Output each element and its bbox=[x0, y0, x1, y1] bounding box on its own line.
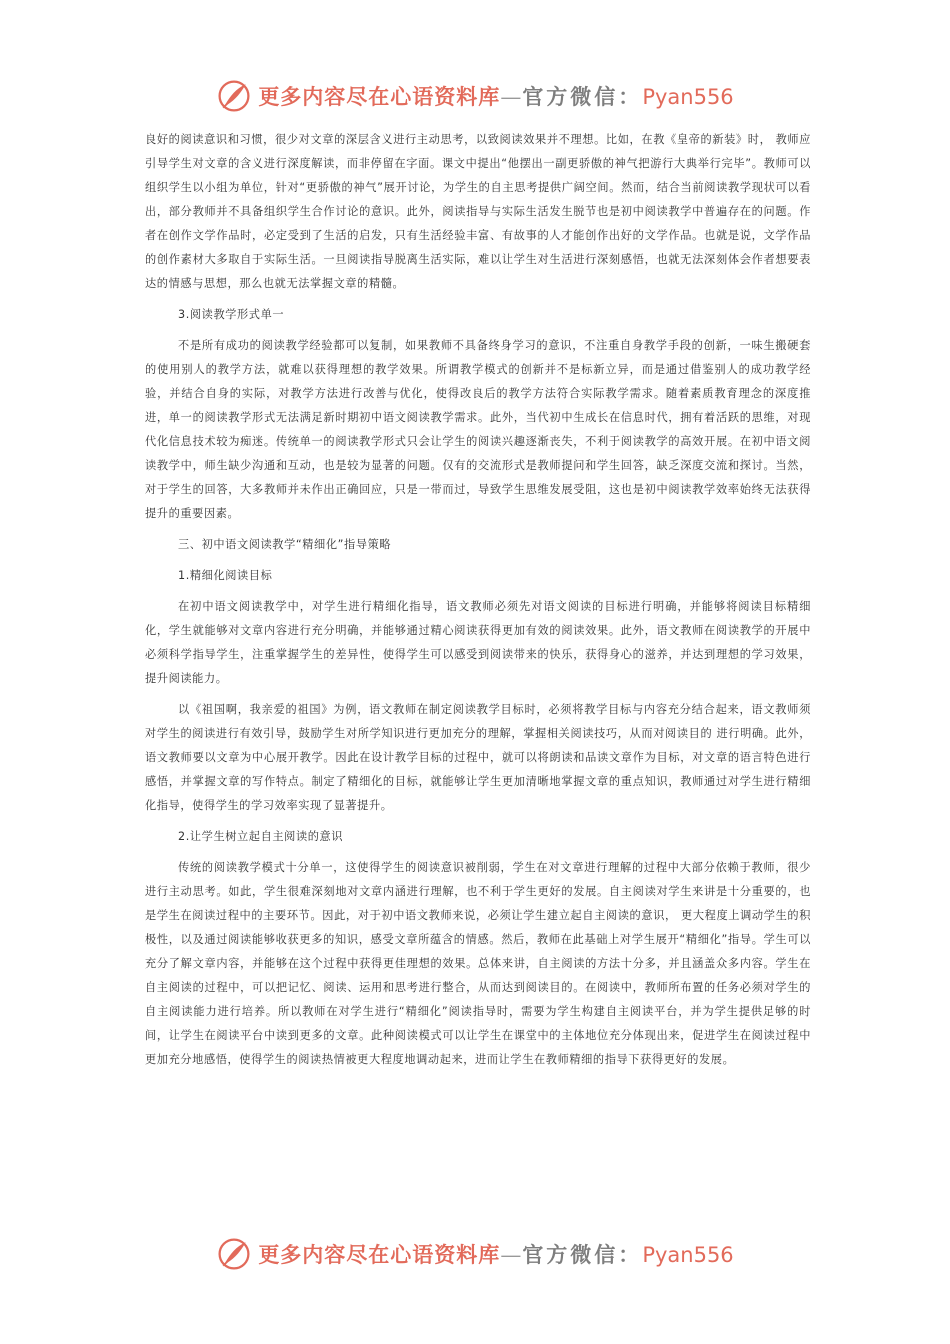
section-heading-3: 三、初中语文阅读教学“精细化”指导策略 bbox=[178, 538, 392, 551]
header-banner bbox=[0, 74, 950, 118]
subheading-2: 2.让学生树立起自主阅读的意识 bbox=[178, 830, 344, 843]
footer-banner bbox=[0, 1232, 950, 1276]
banner-dash: — bbox=[500, 85, 523, 109]
subheading-3: 3.阅读教学形式单一 bbox=[178, 308, 285, 321]
paragraph-1b: 以《祖国啊，我亲爱的祖国》为例，语文教师在制定阅读教学目标时，必须将教学目标与内容充分结合起来，语文教师须对学生的阅读进行有效引导，鼓励学生对所学知识进行更加充分的理解，掌握相关阅读技巧，从而对阅读目的 进行明确。此外，语文教师要以文章为中心展开教学。因此在设计教学目标的过程中，就可以将朗读和品读文章作为目标，对文章的语言特色进行感悟，并掌握文章的写作特点。制定了精细化的目标，就能够让学生更加清晰地掌握文章的重点知识，教师通过对学生进行精细化指导，使得学生的学习效率实现了显著提升。 bbox=[145, 703, 811, 812]
paragraph-2: 传统的阅读教学模式十分单一，这使得学生的阅读意识被削弱，学生在对文章进行理解的过程中大部分依赖于教师，很少进行主动思考。如此，学生很难深刻地对文章内涵进行理解，也不利于学生更好的发展。自主阅读对学生来讲是十分重要的，也是学生在阅读过程中的主要环节。因此，对于初中语文教师来说，必须让学生建立起自主阅读的意识， 更大程度上调动学生的积极性，以及通过阅读能够收获更多的知识，感受文章所蕴含的情感。然后，教师在此基础上对学生展开“精细化”指导。学生可以充分了解文章内容，并能够在这个过程中获得更佳理想的效果。总体来讲，自主阅读的方法十分多，并且涵盖众多内容。学生在自主阅读的过程中，可以把记忆、阅读、运用和思考进行整合，从而达到阅读目的。在阅读中，教师所布置的任务必须对学生的自主阅读能力进行培养。所以教师在对学生进行“精细化”阅读指导时，需要为学生构建自主阅读平台，并为学生提供足够的时间，让学生在阅读平台中读到更多的文章。此种阅读模式可以让学生在课堂中的主体地位充分体现出来，促进学生在阅读过程中更加充分地感悟，使得学生的阅读热情被更大程度地调动起来，进而让学生在教师精细的指导下获得更好的发展。 bbox=[145, 861, 811, 1066]
banner-wechat-label: 官方微信： bbox=[522, 84, 643, 109]
feather-pen-logo-icon bbox=[216, 78, 252, 114]
banner-text bbox=[258, 1239, 733, 1269]
article-body bbox=[145, 128, 811, 1072]
subheading-1: 1.精细化阅读目标 bbox=[178, 569, 273, 582]
banner-text bbox=[258, 81, 733, 111]
banner-main-text: 更多内容尽在心语资料库 bbox=[258, 84, 501, 109]
paragraph-1a: 在初中语文阅读教学中，对学生进行精细化指导，语文教师必须先对语文阅读的目标进行明确，并能够将阅读目标精细化，学生就能够对文章内容进行充分明确，并能够通过精心阅读获得更加有效的阅读效果。此外，语文教师在阅读教学的开展中必须科学指导学生，注重掌握学生的差异性，使得学生可以感受到阅读带来的快乐，获得身心的滋养，并达到理想的学习效果，提升阅读能力。 bbox=[145, 600, 811, 685]
banner-dash: — bbox=[500, 1243, 523, 1267]
feather-pen-logo-icon bbox=[216, 1236, 252, 1272]
paragraph-continued: 良好的阅读意识和习惯，很少对文章的深层含义进行主动思考，以致阅读效果并不理想。比如，在教《皇帝的新装》时， 教师应引导学生对文章的含义进行深度解读，而非停留在字面。课文中提出“他摆出一副更骄傲的神气把游行大典举行完毕”。教师可以组织学生以小组为单位，针对“更骄傲的神气”展开讨论，为学生的自主思考提供广阔空间。然而，结合当前阅读教学现状可以看出，部分教师并不具备组织学生合作讨论的意识。此外，阅读指导与实际生活发生脱节也是初中阅读教学中普遍存在的问题。作者在创作文学作品时，必定受到了生活的启发，只有生活经验丰富、有故事的人才能创作出好的文学作品。也就是说，文学作品的创作素材大多取自于实际生活。一旦阅读指导脱离生活实际，难以让学生对生活进行深刻感悟，也就无法深刻体会作者想要表达的情感与思想，那么也就无法掌握文章的精髓。 bbox=[145, 133, 811, 290]
banner-wechat-label: 官方微信： bbox=[522, 1242, 643, 1267]
banner-main-text: 更多内容尽在心语资料库 bbox=[258, 1242, 501, 1267]
banner-wechat-id: Pyan556 bbox=[642, 85, 734, 109]
paragraph-3: 不是所有成功的阅读教学经验都可以复制，如果教师不具备终身学习的意识，不注重自身教学手段的创新，一味生搬硬套的使用别人的教学方法，就难以获得理想的教学效果。所谓教学模式的创新并不是标新立异，而是通过借鉴别人的成功教学经验，并结合自身的实际，对教学方法进行改善与优化，使得改良后的教学方法符合实际教学需求。随着素质教育理念的深度推进，单一的阅读教学形式无法满足新时期初中语文阅读教学需求。此外，当代初中生成长在信息时代，拥有着活跃的思维，对现代化信息技术较为痴迷。传统单一的阅读教学形式只会让学生的阅读兴趣逐渐丧失，不利于阅读教学的高效开展。在初中语文阅读教学中，师生缺少沟通和互动，也是较为显著的问题。仅有的交流形式是教师提问和学生回答，缺乏深度交流和探讨。当然，对于学生的回答，大多教师并未作出正确回应，只是一带而过，导致学生思维发展受阻，这也是初中阅读教学效率始终无法获得提升的重要因素。 bbox=[145, 339, 811, 520]
banner-wechat-id: Pyan556 bbox=[642, 1243, 734, 1267]
